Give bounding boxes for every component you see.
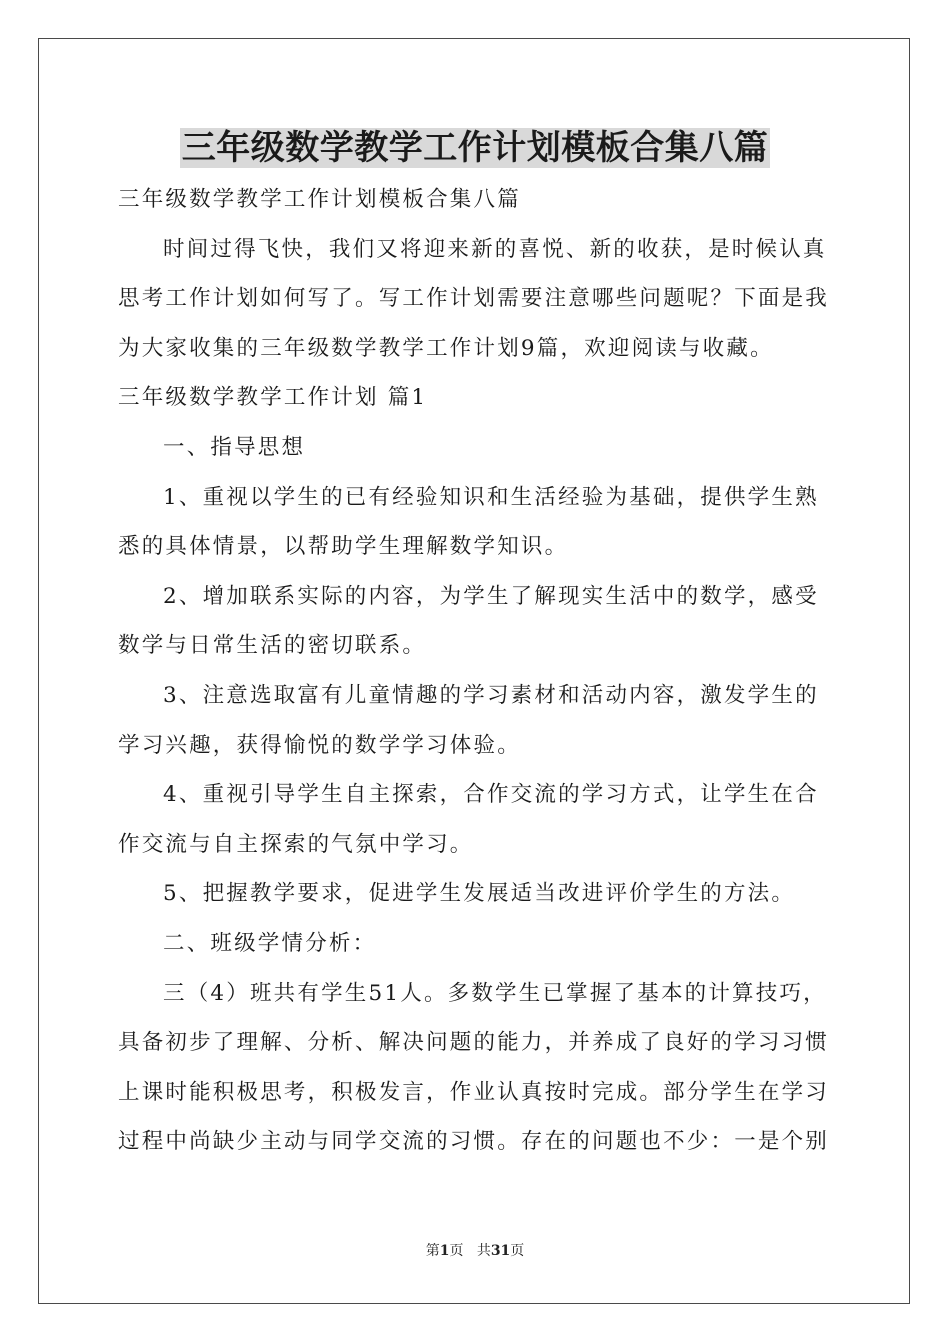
footer-page-prefix: 第 (425, 1243, 440, 1259)
document-body (118, 175, 834, 1167)
document-title-text: 三年级数学教学工作计划模板合集八篇 (181, 128, 769, 168)
footer-total-suffix: 页 (510, 1243, 525, 1259)
text-line: 学习兴趣，获得愉悦的数学学习体验。 (118, 732, 521, 758)
text-line: 三年级数学教学工作计划 篇1 (118, 385, 428, 411)
text-line: 5、把握教学要求，促进学生发展适当改进评价学生的方法。 (163, 881, 796, 907)
text-line: 2、增加联系实际的内容，为学生了解现实生活中的数学，感受 (163, 583, 819, 609)
text-line: 思考工作计划如何写了。写工作计划需要注意哪些问题呢？下面是我 (118, 286, 830, 312)
text-line: 二、班级学情分析： (163, 930, 377, 956)
text-line: 时间过得飞快，我们又将迎来新的喜悦、新的收获，是时候认真 (163, 236, 827, 262)
text-line: 上课时能积极思考，积极发言，作业认真按时完成。部分学生在学习 (118, 1079, 830, 1105)
footer-page-suffix: 页 (449, 1243, 464, 1259)
text-line: 数学与日常生活的密切联系。 (118, 633, 427, 659)
page-footer (0, 1241, 950, 1261)
text-line: 过程中尚缺少主动与同学交流的习惯。存在的问题也不少：一是个别 (118, 1129, 830, 1155)
text-line: 4、重视引导学生自主探索，合作交流的学习方式，让学生在合 (163, 782, 819, 808)
text-line: 3、注意选取富有儿童情趣的学习素材和活动内容，激发学生的 (163, 682, 819, 708)
footer-page-number: 1 (439, 1243, 450, 1259)
text-line: 作交流与自主探索的气氛中学习。 (118, 831, 474, 857)
text-line: 一、指导思想 (163, 434, 306, 460)
text-line: 为大家收集的三年级数学教学工作计划9篇，欢迎阅读与收藏。 (118, 335, 774, 361)
text-line: 悉的具体情景，以帮助学生理解数学知识。 (118, 534, 569, 560)
text-line: 1、重视以学生的已有经验知识和生活经验为基础，提供学生熟 (163, 484, 819, 510)
footer-total-pages: 31 (490, 1243, 511, 1259)
text-line: 三（4）班共有学生51人。多数学生已掌握了基本的计算技巧， (163, 980, 827, 1006)
document-title (0, 125, 950, 171)
footer-total-prefix: 共 (476, 1243, 491, 1259)
text-line: 三年级数学教学工作计划模板合集八篇 (118, 187, 521, 212)
text-line: 具备初步了理解、分析、解决问题的能力，并养成了良好的学习习惯 (118, 1030, 830, 1056)
